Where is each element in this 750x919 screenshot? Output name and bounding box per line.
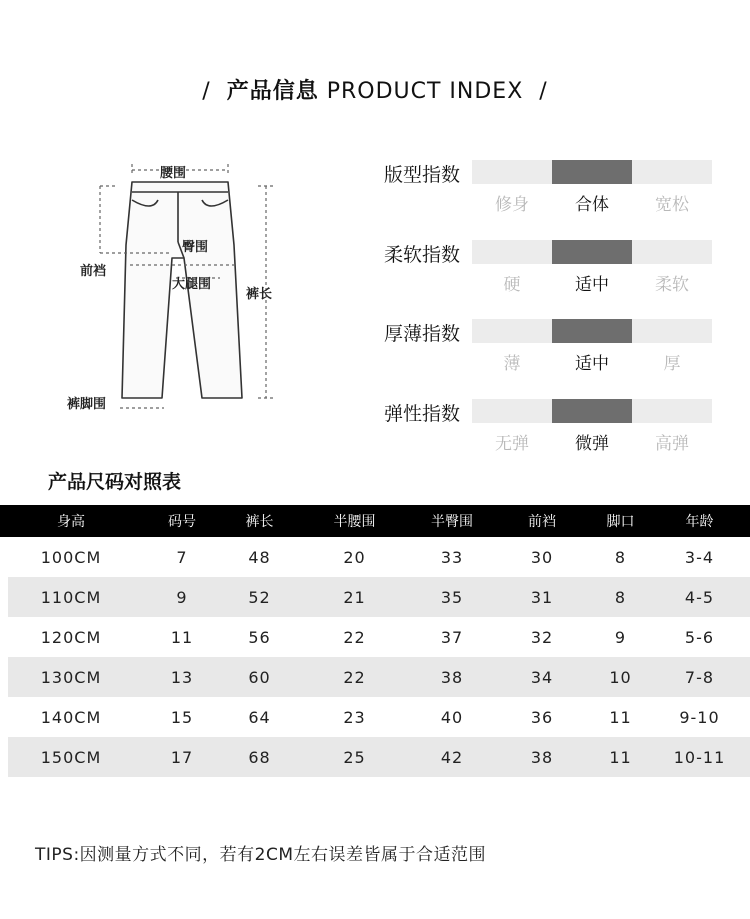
table-cell: 11 (592, 737, 649, 777)
bar-segment (632, 240, 712, 264)
table-cell: 4-5 (649, 577, 750, 617)
pants-diagram (60, 150, 300, 420)
column-header: 年龄 (649, 505, 750, 537)
table-cell: 9-10 (679, 707, 720, 727)
option-selected: 适中 (575, 354, 609, 374)
bar-segment (472, 399, 552, 423)
table-cell: 48 (248, 547, 271, 567)
table-row (0, 697, 750, 737)
column-header: 半臀围 (412, 505, 492, 537)
table-cell: 36 (530, 707, 554, 727)
page-title (0, 74, 750, 105)
label-pants-length: 裤长 (246, 287, 273, 302)
label-thigh: 大腿围 (172, 277, 212, 292)
index-options (472, 270, 712, 295)
table-cell: 60 (222, 657, 297, 697)
table-cell: 22 (297, 657, 412, 697)
table-cell: 8 (592, 577, 649, 617)
option: 柔软 (655, 275, 689, 295)
table-cell: 130CM (0, 657, 142, 697)
index-bar (472, 319, 712, 343)
table-cell: 30 (530, 547, 554, 567)
table-cell: 7-8 (649, 657, 750, 697)
index-bar (472, 399, 712, 423)
table-cell: 10-11 (649, 737, 750, 777)
tips-note: TIPS:因测量方式不同，若有2CM左右误差皆属于合适范围 (35, 845, 487, 865)
table-cell: 40 (440, 707, 464, 727)
table-cell: 32 (530, 627, 554, 647)
bar-segment-selected (552, 240, 632, 264)
label-leg-opening: 裤脚围 (67, 397, 107, 412)
option: 厚 (663, 354, 681, 374)
index-label: 厚薄指数 (384, 323, 461, 345)
table-cell: 21 (297, 577, 412, 617)
table-cell: 20 (343, 547, 366, 567)
table-row (0, 657, 750, 697)
table-row (0, 737, 750, 777)
bar-segment (472, 240, 552, 264)
table-cell: 150CM (0, 737, 142, 777)
table-cell: 100CM (40, 547, 102, 567)
option: 硬 (503, 275, 521, 295)
table-cell: 15 (170, 707, 194, 727)
label-front-rise: 前裆 (80, 264, 107, 279)
table-cell: 9 (142, 577, 222, 617)
bar-segment (632, 160, 712, 184)
label-hip: 臀围 (182, 240, 209, 255)
table-cell: 13 (142, 657, 222, 697)
option: 宽松 (655, 195, 689, 215)
table-cell: 11 (609, 707, 632, 727)
size-chart-title: 产品尺码对照表 (48, 471, 182, 493)
bar-segment (632, 399, 712, 423)
table-cell: 35 (412, 577, 492, 617)
column-header: 半腰围 (297, 505, 412, 537)
option: 高弹 (655, 434, 689, 454)
index-bar (472, 160, 712, 184)
bar-segment (472, 160, 552, 184)
table-cell: 38 (492, 737, 592, 777)
option-selected: 合体 (575, 195, 609, 215)
title-cn: 产品信息 (226, 79, 319, 104)
label-waist: 腰围 (160, 166, 187, 181)
column-header: 码号 (142, 505, 222, 537)
table-row (0, 617, 750, 657)
table-cell: 56 (248, 627, 271, 647)
table-cell: 31 (492, 577, 592, 617)
table-cell: 9 (614, 627, 627, 647)
index-options (472, 349, 712, 374)
option: 无弹 (495, 434, 529, 454)
table-cell: 10 (592, 657, 649, 697)
table-cell: 5-6 (684, 627, 715, 647)
table-cell: 23 (343, 707, 366, 727)
table-cell: 22 (343, 627, 366, 647)
index-label: 弹性指数 (384, 403, 461, 425)
table-cell: 34 (492, 657, 592, 697)
table-header-row (0, 505, 750, 537)
table-cell: 42 (412, 737, 492, 777)
bar-segment-selected (552, 319, 632, 343)
bar-segment (472, 319, 552, 343)
index-bar (472, 240, 712, 264)
table-cell: 38 (412, 657, 492, 697)
table-cell: 68 (222, 737, 297, 777)
bar-segment (632, 319, 712, 343)
option-selected: 适中 (575, 275, 609, 295)
table-cell: 25 (297, 737, 412, 777)
table-row (0, 537, 750, 577)
title-en: PRODUCT INDEX (326, 79, 524, 104)
table-cell: 7 (176, 547, 188, 567)
index-options (472, 429, 712, 454)
bar-segment-selected (552, 399, 632, 423)
table-cell: 17 (142, 737, 222, 777)
bar-segment-selected (552, 160, 632, 184)
size-chart-table (0, 505, 750, 777)
table-cell: 110CM (0, 577, 142, 617)
table-cell: 33 (440, 547, 464, 567)
table-cell: 37 (440, 627, 464, 647)
title-slash-left: / (202, 79, 211, 104)
option: 修身 (495, 195, 529, 215)
option-selected: 微弹 (575, 434, 609, 454)
index-label: 版型指数 (384, 164, 461, 186)
index-label: 柔软指数 (384, 244, 461, 266)
table-cell: 11 (170, 627, 194, 647)
table-cell: 120CM (40, 627, 102, 647)
title-slash-right: / (539, 79, 548, 104)
option: 薄 (503, 354, 521, 374)
column-header: 身高 (0, 505, 142, 537)
table-cell: 64 (248, 707, 271, 727)
table-cell: 8 (614, 547, 627, 567)
column-header: 前裆 (492, 505, 592, 537)
table-row (0, 577, 750, 617)
table-cell: 3-4 (684, 547, 715, 567)
index-options (472, 190, 712, 215)
column-header: 脚口 (592, 505, 649, 537)
table-cell: 52 (222, 577, 297, 617)
column-header: 裤长 (222, 505, 297, 537)
table-cell: 140CM (40, 707, 102, 727)
